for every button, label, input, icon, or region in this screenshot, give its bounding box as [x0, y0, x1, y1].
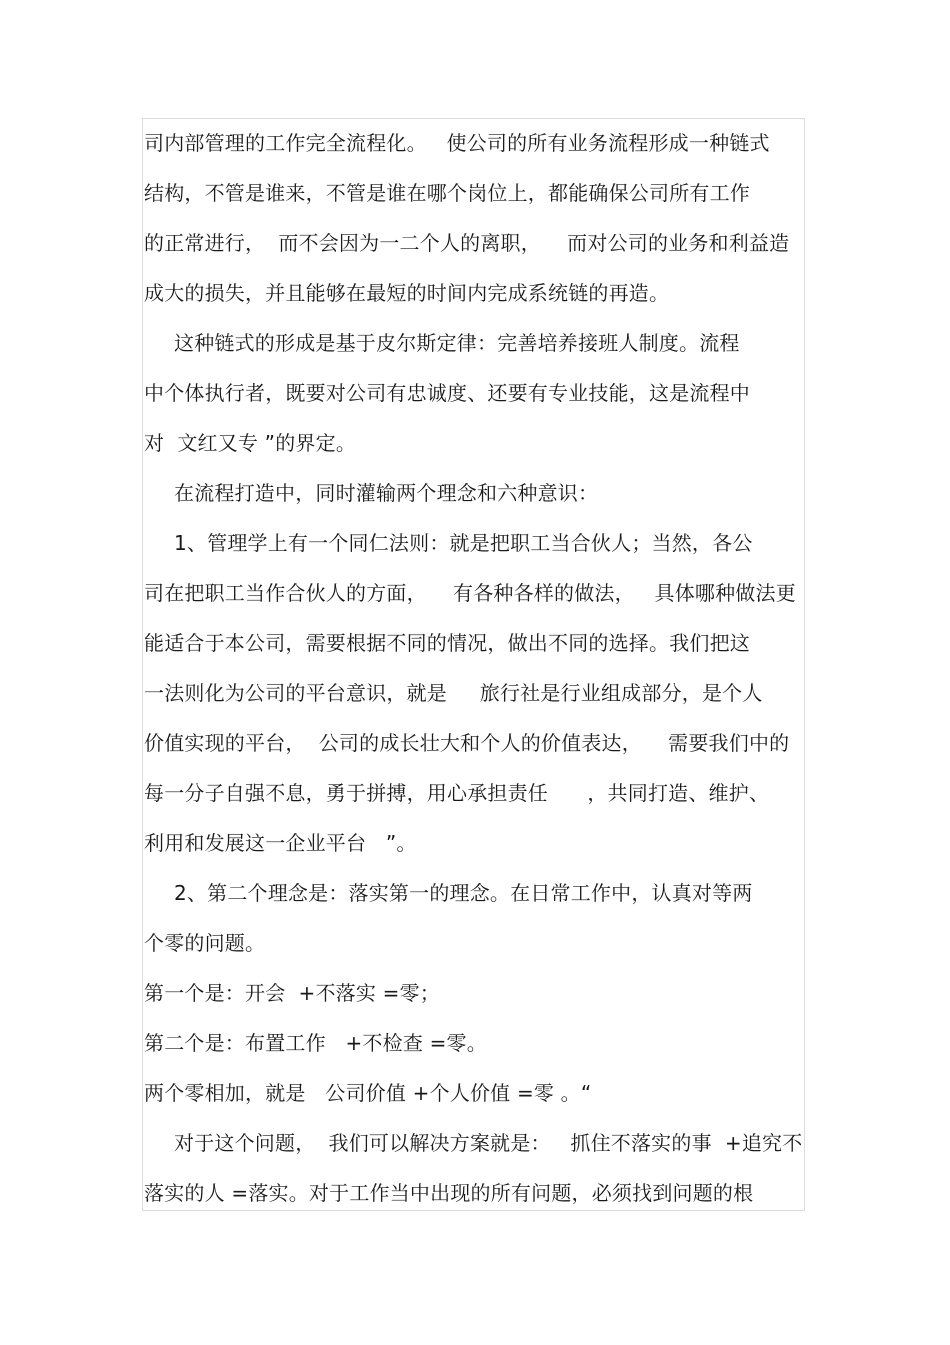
text-line-19: 第二个是：布置工作 +不检查 =零。	[144, 1031, 487, 1055]
text-line-2: 结构，不管是谁来，不管是谁在哪个岗位上，都能确保公司所有工作	[144, 181, 750, 205]
text-line-14: 每一分子自强不息，勇于拼搏，用心承担责任 ，共同打造、维护、	[144, 781, 770, 805]
text-line-13: 价值实现的平台， 公司的成长壮大和个人的价值表达， 需要我们中的	[144, 731, 790, 755]
text-line-7: 对 文红又专 ”的界定。	[144, 431, 357, 455]
text-line-8: 在流程打造中，同时灌输两个理念和六种意识：	[174, 481, 599, 505]
text-line-6: 中个体执行者，既要对公司有忠诚度、还要有专业技能，这是流程中	[144, 381, 750, 405]
text-line-12: 一法则化为公司的平台意识，就是 旅行社是行业组成部分，是个人	[144, 681, 763, 705]
text-line-22: 落实的人 =落实。对于工作当中出现的所有问题，必须找到问题的根	[144, 1181, 754, 1205]
text-line-21: 对于这个问题， 我们可以解决方案就是： 抓住不落实的事 +追究不	[174, 1131, 803, 1155]
text-line-9: 1、管理学上有一个同仁法则：就是把职工当合伙人；当然，各公	[174, 531, 753, 555]
text-line-18: 第一个是：开会 +不落实 =零；	[144, 981, 440, 1005]
text-line-20: 两个零相加，就是 公司价值 +个人价值 =零 。“	[144, 1081, 592, 1105]
text-line-5: 这种链式的形成是基于皮尔斯定律：完善培养接班人制度。流程	[174, 331, 740, 355]
text-line-17: 个零的问题。	[144, 931, 266, 955]
document-body	[144, 118, 814, 1218]
text-line-1: 司内部管理的工作完全流程化。 使公司的所有业务流程形成一种链式	[144, 131, 770, 155]
text-line-10: 司在把职工当作合伙人的方面， 有各种各样的做法， 具体哪种做法更	[144, 581, 796, 605]
text-line-11: 能适合于本公司，需要根据不同的情况，做出不同的选择。我们把这	[144, 631, 750, 655]
text-line-4: 成大的损失，并且能够在最短的时间内完成系统链的再造。	[144, 281, 670, 305]
text-line-15: 利用和发展这一企业平台 ”。	[144, 831, 417, 855]
text-line-16: 2、第二个理念是：落实第一的理念。在日常工作中，认真对等两	[174, 881, 753, 905]
text-line-3: 的正常进行， 而不会因为一二个人的离职， 而对公司的业务和利益造	[144, 231, 790, 255]
